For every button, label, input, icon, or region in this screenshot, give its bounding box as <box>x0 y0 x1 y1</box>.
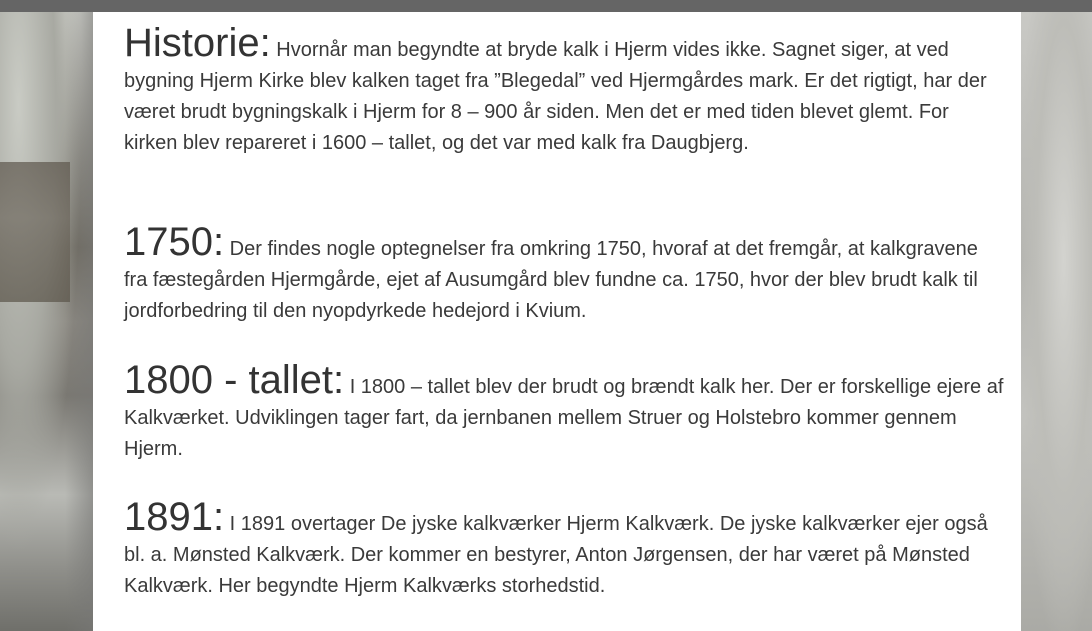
section-heading: 1750: <box>124 220 225 264</box>
section-historie <box>124 21 1004 159</box>
section-text: I 1891 overtager De jyske kalkværker Hjerm Kalkværk. De jyske kalkværker ejer også bl. a. Mønsted Kalkværk. Der kommer en bestyrer, Anton Jørgensen, der har været på Mønsted Kalkværk. Her begyndte Hjerm Kalkværks storhedstid. <box>124 513 988 597</box>
section-text: Der findes nogle optegnelser fra omkring 1750, hvoraf at det fremgår, at kalkgravene fra fæstegården Hjermgårde, ejet af Ausumgård blev fundne ca. 1750, hvor der blev brudt kalk til jordforbedring til den nyopdyrkede hedejord i Kvium. <box>124 238 978 322</box>
section-heading: Historie: <box>124 21 271 65</box>
background-photo-left <box>0 12 93 631</box>
content-card <box>93 12 1021 631</box>
section-heading: 1800 - tallet: <box>124 358 345 402</box>
section-1750 <box>124 220 1004 327</box>
section-1891 <box>124 495 1004 602</box>
section-1800-tallet <box>124 358 1004 465</box>
section-text: I 1800 – tallet blev der brudt og brændt kalk her. Der er forskellige ejere af Kalkværket. Udviklingen tager fart, da jernbanen mellem Struer og Holstebro kommer gennem Hjerm. <box>124 376 1004 460</box>
top-bar <box>0 0 1092 12</box>
section-text: Hvornår man begyndte at bryde kalk i Hjerm vides ikke. Sagnet siger, at ved bygning Hjerm Kirke blev kalken taget fra ”Blegedal” ved Hjermgårdes mark. Er det rigtigt, har der været brudt bygningskalk i Hjerm for 8 – 900 år siden. Men det er med tiden blevet glemt. For kirken blev repareret i 1600 – tallet, og det var med kalk fra Daugbjerg. <box>124 39 987 154</box>
section-heading: 1891: <box>124 495 225 539</box>
background-photo-right <box>1021 12 1092 631</box>
